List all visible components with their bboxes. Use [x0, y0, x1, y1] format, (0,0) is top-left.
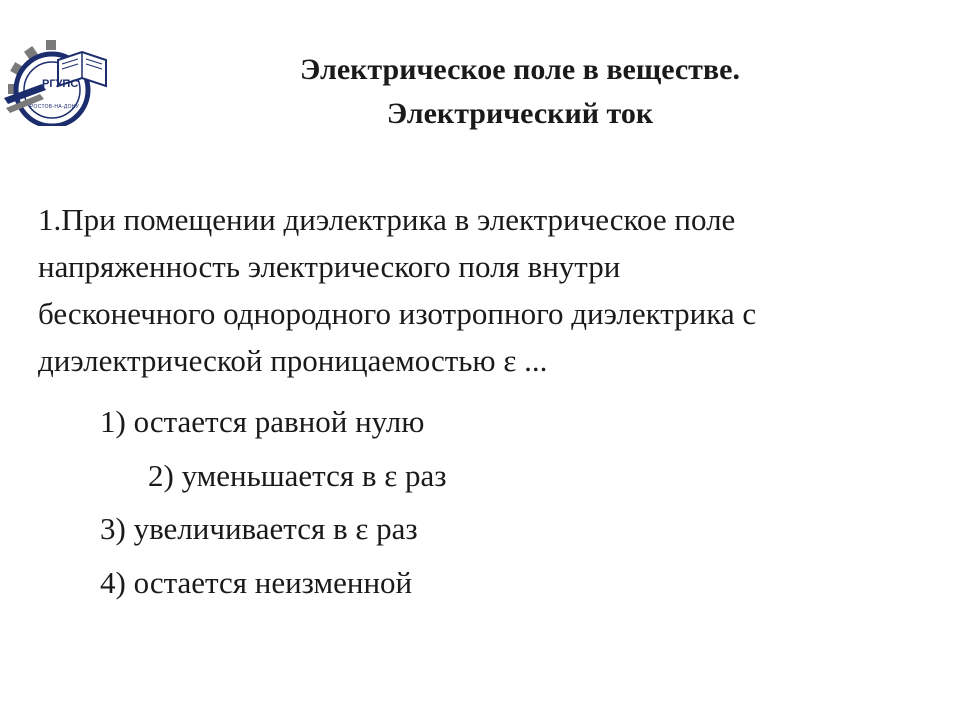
logo-text: РГУПС	[42, 78, 79, 90]
question-line: диэлектрической проницаемостью ε ...	[38, 343, 548, 378]
title-line-1: Электрическое поле в веществе.	[300, 53, 740, 86]
question-line: напряженность электрического поля внутри	[38, 249, 621, 284]
answer-option-3: 3) увеличивается в ε раз	[100, 511, 418, 546]
answer-option-4: 4) остается неизменной	[100, 565, 413, 600]
logo-ring-text: РОСТОВ-НА-ДОНУ	[30, 104, 80, 110]
title-line-2: Электрический ток	[386, 97, 654, 130]
question-text	[38, 196, 938, 384]
slide-title	[130, 48, 910, 136]
answer-option-2: 2) уменьшается в ε раз	[148, 458, 447, 493]
question-line: 1.При помещении диэлектрика в электрическое поле	[38, 202, 736, 237]
university-logo	[2, 38, 114, 126]
answer-option-1: 1) остается равной нулю	[100, 404, 425, 439]
question-line: бесконечного однородного изотропного диэлектрика с	[38, 296, 757, 331]
